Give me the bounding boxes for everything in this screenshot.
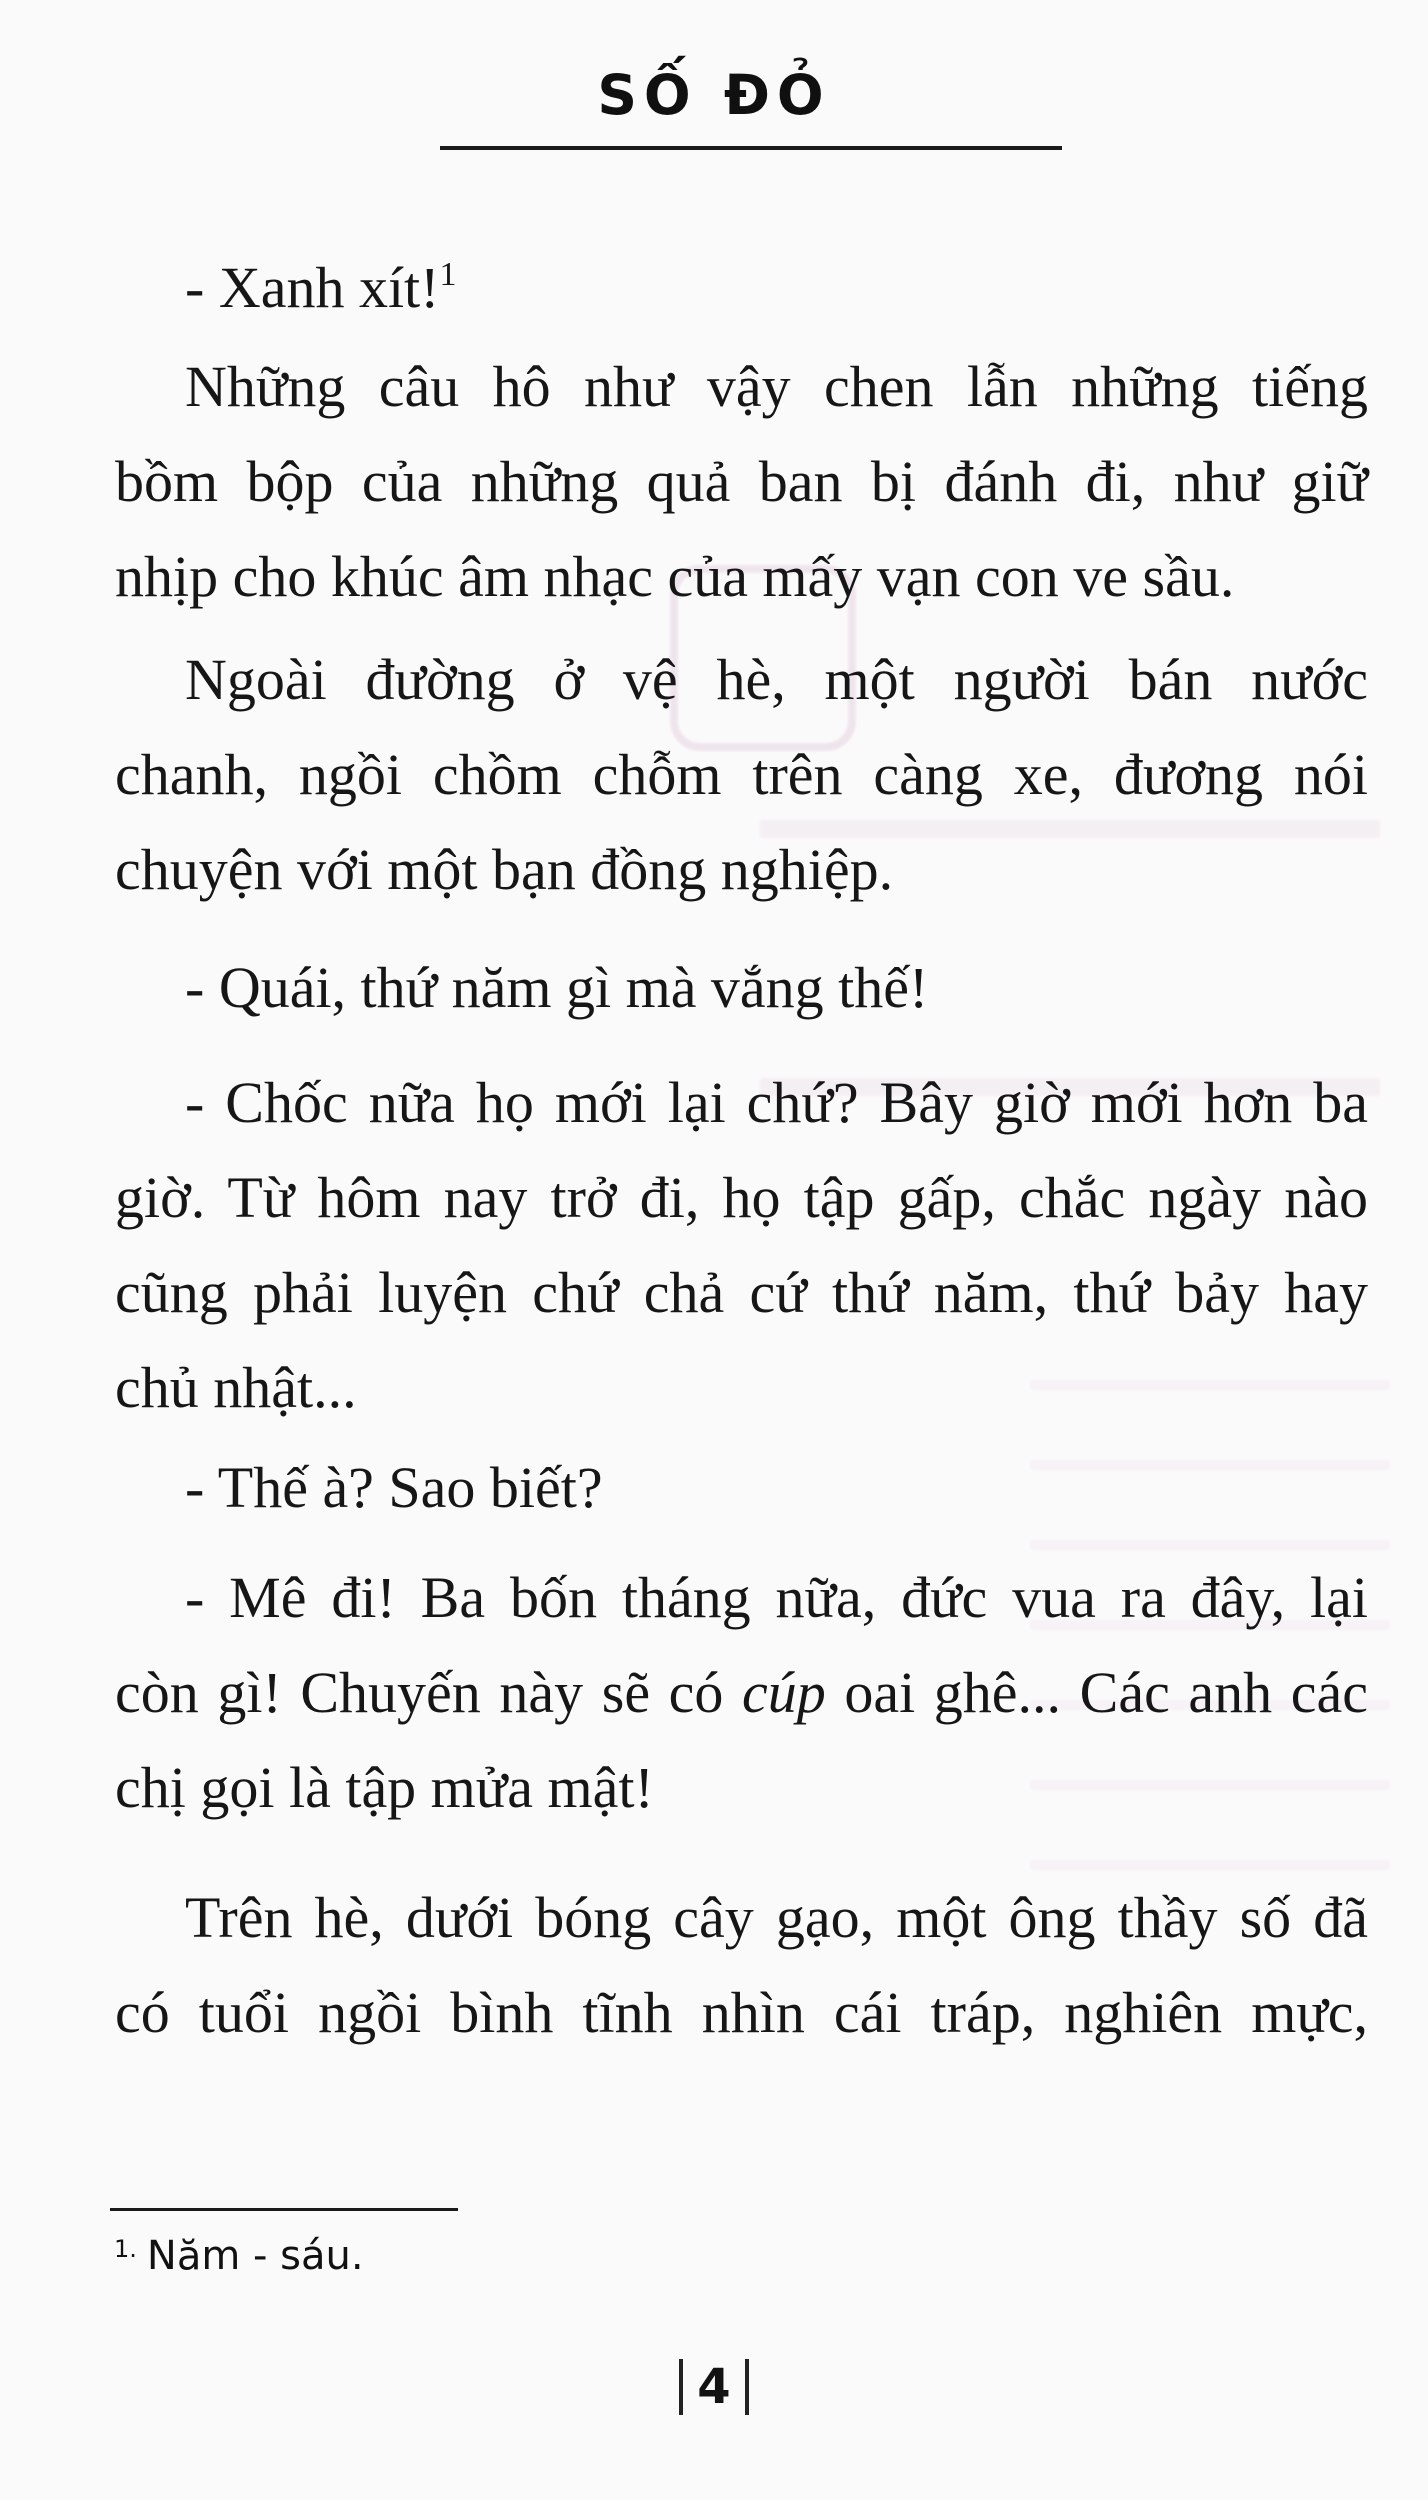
page-number-container [0,2357,1428,2417]
dialogue-line: chị gọi là tập mửa mật! [115,1755,654,1820]
paragraph-line: chanh, ngồi chồm chỗm trên càng xe, đương nói [115,742,1368,807]
paragraph-line: bồm bộp của những quả ban bị đánh đi, như giữ [115,449,1368,514]
body-text [115,240,1368,335]
paragraph-3 [115,1870,1368,2060]
paragraph-1 [115,339,1368,624]
paragraph-line: Những câu hô như vậy chen lẫn những tiếng [185,354,1368,419]
footnote-mark: 1. [114,2235,137,2263]
running-title: SỐ ĐỎ [597,63,831,127]
dialogue-4 [115,1550,1368,1835]
dialogue-line: giờ. Từ hôm nay trở đi, họ tập gấp, chắc ngày nào [115,1165,1368,1230]
footnote [114,2228,364,2289]
dialogue-3 [115,1440,1368,1535]
dialogue-line: - Xanh xít!$^1$ [185,255,457,320]
dialogue-line: cũng phải luyện chứ chả cứ thứ năm, thứ bảy hay [115,1260,1368,1325]
dialogue-1 [115,940,1368,1035]
paragraph-line: có tuổi ngồi bình tĩnh nhìn cái tráp, nghiên mực, [115,1980,1368,2045]
page-number: 4 [679,2357,748,2417]
paragraph-line: chuyện với một bạn đồng nghiệp. [115,837,894,902]
footnote-rule [110,2208,458,2211]
dialogue-line: - Chốc nữa họ mới lại chứ? Bây giờ mới hơn ba [185,1070,1368,1135]
paragraph-2 [115,632,1368,917]
emphasized-word: cúp [742,1660,826,1725]
paragraph-line: nhịp cho khúc âm nhạc của mấy vạn con ve sầu. [115,544,1235,609]
dialogue-line: - Thế à? Sao biết? [185,1455,603,1520]
footnote-text: Năm - sáu. [146,2233,364,2279]
dialogue-line: chủ nhật... [115,1355,357,1420]
footnote-reference: 1 [439,256,457,293]
dialogue-line: - Mê đi! Ba bốn tháng nữa, đức vua ra đây, lại [185,1565,1368,1630]
dialogue-2 [115,1055,1368,1435]
dialogue-line: còn gì! Chuyến này sẽ có cúp oai ghê... Các anh các [115,1660,1368,1725]
paragraph-line: Trên hè, dưới bóng cây gạo, một ông thầy số đã [185,1885,1368,1950]
dialogue-line: - Quái, thứ năm gì mà vắng thế! [185,955,929,1020]
paragraph-line: Ngoài đường ở vệ hè, một người bán nước [185,647,1368,712]
header-rule [440,146,1062,150]
